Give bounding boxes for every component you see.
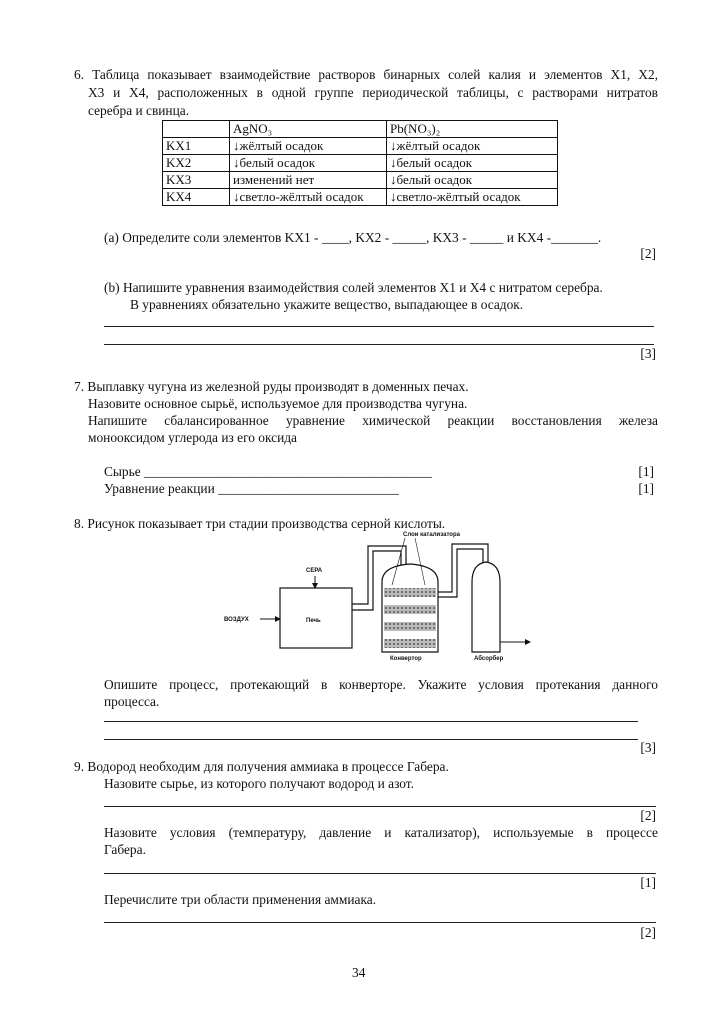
answer-line[interactable] [104, 806, 656, 807]
answer-line[interactable] [104, 922, 656, 923]
q8-text-line-1: 8. Рисунок показывает три стадии производства серной кислоты. [74, 516, 446, 531]
q6b-question-line-1: (b) Напишите уравнения взаимодействия солей элементов X1 и X4 с нитратом серебра. [104, 280, 603, 295]
table-header-row [163, 121, 558, 138]
answer-line[interactable] [104, 873, 656, 874]
converter-label: Конвертор [390, 656, 422, 662]
q7-equation-field[interactable]: Уравнение реакции ___________________________ [104, 481, 399, 496]
q9-text-line-3: Назовите условия (температуру, давление и катализатор), используемые в процессе [104, 825, 658, 840]
absorber-label: Абсорбер [474, 656, 504, 662]
table-header-cell [163, 121, 230, 138]
table-row [163, 189, 558, 206]
table-row [163, 138, 558, 155]
answer-line[interactable] [104, 739, 638, 740]
answer-line[interactable] [104, 344, 654, 345]
page-number: 34 [352, 965, 366, 980]
table-cell: ↓белый осадок [230, 155, 387, 172]
furnace-label: Печь [306, 618, 321, 624]
answer-line[interactable] [104, 721, 638, 722]
table-cell: ↓светло-жёлтый осадок [387, 189, 558, 206]
table-cell: ↓жёлтый осадок [230, 138, 387, 155]
catalyst-layers-label: Слои катализатора [403, 532, 460, 538]
sulfuric-acid-process-diagram [220, 530, 550, 665]
q9-text-line-2: Назовите сырье, из которого получают водород и азот. [104, 776, 415, 791]
table-row [163, 172, 558, 189]
table-header-cell: AgNO₃ [230, 121, 387, 138]
q6a-marks: [2] [640, 246, 656, 261]
table-cell: ↓белый осадок [387, 172, 558, 189]
q8-question-line-1: Опишите процесс, протекающий в конверторе. Укажите условия протекания данного [104, 677, 658, 692]
q9-text-line-4: Габера. [104, 842, 146, 857]
catalyst-layer [384, 588, 436, 597]
catalyst-layer [384, 622, 436, 631]
table-cell: ↓белый осадок [387, 155, 558, 172]
answer-line[interactable] [104, 326, 654, 327]
catalyst-layer [384, 605, 436, 614]
q7-text-line-4: монооксидом углерода из его оксида [88, 430, 298, 445]
catalyst-layer [384, 639, 436, 648]
table-cell: KX2 [163, 155, 230, 172]
q9-marks-2: [1] [640, 875, 656, 890]
reaction-table [162, 120, 558, 206]
table-row [163, 155, 558, 172]
table-cell: KX4 [163, 189, 230, 206]
q9-marks-1: [2] [640, 808, 656, 823]
table-header-cell: Pb(NO₃)₂ [387, 121, 558, 138]
table-cell: KX3 [163, 172, 230, 189]
q6b-marks: [3] [640, 346, 656, 361]
q6a-question: (a) Определите соли элементов KX1 - ____, KX2 - _____, KX3 - _____ и KX4 -_______. [104, 230, 602, 245]
q9-text-line-5: Перечислите три области применения аммиака. [104, 892, 377, 907]
table-cell: ↓светло-жёлтый осадок [230, 189, 387, 206]
absorber-vessel [472, 562, 500, 652]
q6b-question-line-2: В уравнениях обязательно укажите вещество, выпадающее в осадок. [130, 297, 524, 312]
sulfur-label: СЕРА [306, 568, 323, 574]
q6-text-line-3: серебра и свинца. [88, 103, 190, 118]
air-label: ВОЗДУХ [224, 617, 249, 623]
table-cell: ↓жёлтый осадок [387, 138, 558, 155]
q9-marks-3: [2] [640, 925, 656, 940]
q7-raw-marks: [1] [638, 464, 654, 479]
table-cell: изменений нет [230, 172, 387, 189]
q8-marks: [3] [640, 740, 656, 755]
q9-text-line-1: 9. Водород необходим для получения аммиака в процессе Габера. [74, 759, 449, 774]
q8-question-line-2: процесса. [104, 694, 160, 709]
q7-text-line-3: Напишите сбалансированное уравнение химической реакции восстановления железа [88, 413, 658, 428]
table-cell: KX1 [163, 138, 230, 155]
q6-text-line-2: X3 и X4, расположенных в одной группе периодической таблицы, с растворами нитратов [88, 85, 658, 100]
q7-raw-material-field[interactable]: Сырье ___________________________________________ [104, 464, 432, 479]
q7-text-line-1: 7. Выплавку чугуна из железной руды производят в доменных печах. [74, 379, 469, 394]
q7-text-line-2: Назовите основное сырьё, используемое для производства чугуна. [88, 396, 468, 411]
q7-eq-marks: [1] [638, 481, 654, 496]
q6-text-line-1: 6. Таблица показывает взаимодействие растворов бинарных солей калия и элементов X1, X2, [74, 67, 658, 82]
